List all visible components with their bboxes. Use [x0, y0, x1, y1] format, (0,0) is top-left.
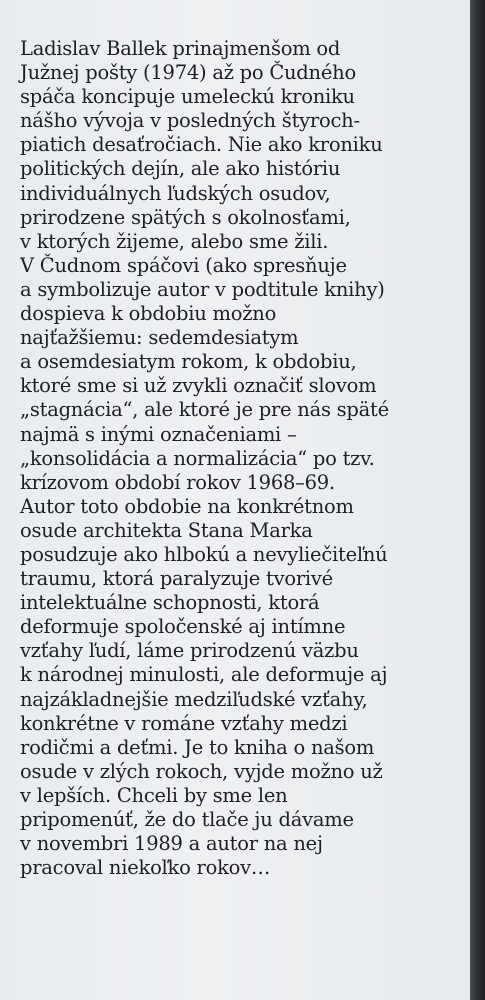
- text-line: vzťahy ľudí, láme prirodzenú väzbu: [20, 639, 359, 663]
- text-line: individuálnych ľudských osudov,: [20, 181, 331, 205]
- text-line: krízovom období rokov 1968–69.: [20, 470, 335, 494]
- text-line: deformuje spoločenské aj intímne: [20, 615, 346, 639]
- text-line: posudzuje ako hlbokú a nevyliečiteľnú: [20, 542, 388, 566]
- text-line: v lepších. Chceli by sme len: [20, 783, 288, 807]
- text-line: ktoré sme si už zvykli označiť slovom: [20, 374, 377, 398]
- text-line: pripomenúť, že do tlače ju dávame: [20, 808, 354, 831]
- text-line: k národnej minulosti, ale deformuje aj: [20, 663, 388, 687]
- text-line: spáča koncipuje umeleckú kroniku: [20, 85, 355, 109]
- text-line: rodičmi a deťmi. Je to kniha o našom: [20, 735, 375, 759]
- text-line: intelektuálne schopnosti, ktorá: [20, 591, 320, 615]
- text-line: Južnej pošty (1974) až po Čudného: [20, 61, 356, 85]
- text-line: osude v zlých rokoch, vyjde možno už: [20, 759, 383, 783]
- text-line: najzákladnejšie medziľudské vzťahy,: [20, 687, 368, 711]
- text-line: V Čudnom spáčovi (ako spresňuje: [20, 253, 347, 277]
- text-line: najmä s inými označeniami –: [20, 422, 297, 446]
- text-line: konkrétne v románe vzťahy medzi: [20, 711, 348, 735]
- text-line: najťažšiemu: sedemdesiatym: [20, 326, 299, 350]
- text-line: traumu, ktorá paralyzuje tvorivé: [20, 567, 333, 591]
- text-line: v ktorých žijeme, alebo sme žili.: [20, 229, 329, 253]
- text-line: a osemdesiatym rokom, k obdobiu,: [20, 350, 357, 374]
- text-line: piatich desaťročiach. Nie ako kroniku: [20, 133, 383, 157]
- text-line: politických dejín, ale ako históriu: [20, 157, 341, 181]
- text-line: Autor toto obdobie na konkrétnom: [20, 494, 354, 518]
- text-line: dospieva k obdobiu možno: [20, 302, 277, 326]
- text-line: v novembri 1989 a autor na nej: [20, 832, 323, 856]
- body-text: [20, 37, 468, 880]
- text-line: pracoval niekoľko rokov…: [20, 856, 271, 880]
- text-line: „stagnácia“, ale ktoré je pre nás späté: [20, 398, 389, 422]
- text-line: Ladislav Ballek prinajmenšom od: [20, 37, 341, 60]
- text-line: osude architekta Stana Marka: [20, 518, 313, 542]
- text-line: nášho vývoja v posledných štyroch-: [20, 109, 360, 133]
- text-line: prirodzene spätých s okolnosťami,: [20, 205, 351, 229]
- text-line: a symbolizuje autor v podtitule knihy): [20, 277, 385, 301]
- text-line: „konsolidácia a normalizácia“ po tzv.: [20, 446, 375, 470]
- book-spine-shadow: [470, 0, 485, 1000]
